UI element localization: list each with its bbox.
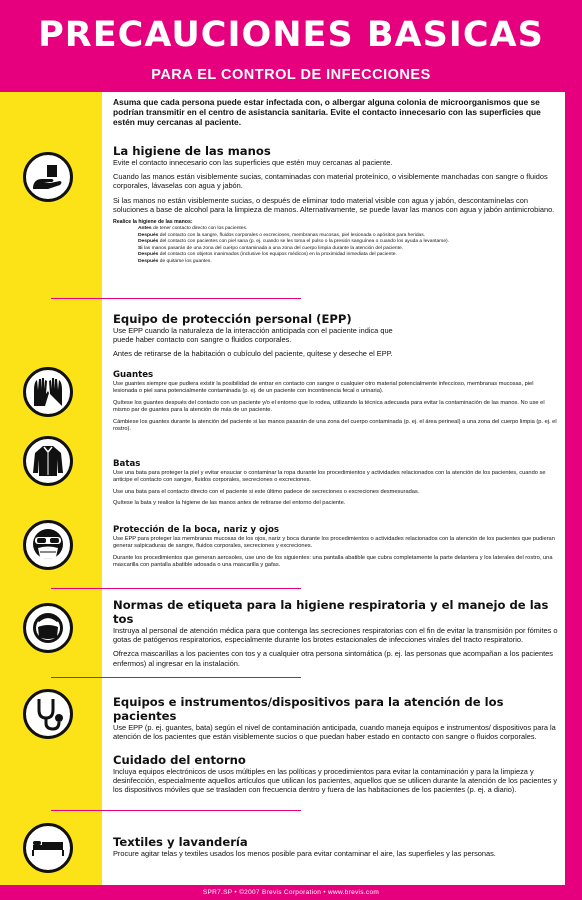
gown-icon: [23, 436, 73, 486]
face-mask-icon: [23, 603, 73, 653]
gloves-title: Guantes: [113, 370, 154, 380]
list-item: Después de quitarse los guantes.: [138, 258, 212, 264]
textiles-title: Textiles y lavandería: [113, 835, 248, 849]
hand-washing-icon: [23, 152, 73, 202]
list-item: Después del contacto con pacientes con piel sana (p. ej. cuando se les toma el pulso o la presión sanguínea o cuando los ayuda a levantarse).: [138, 239, 450, 245]
list-item: Después del contacto con objetos inanimados (inclusive los equipos médicos) en la proximidad inmediata del paciente.: [138, 252, 397, 258]
gowns-title: Batas: [113, 459, 141, 469]
ppe-title: Equipo de protección personal (EPP): [113, 312, 352, 326]
gloves-icon: [23, 367, 73, 417]
equipment-title: Equipos e instrumentos/dispositivos para la atención de los pacientes: [113, 695, 504, 723]
gloves-p3: Cámbiese los guantes durante la atención del paciente si las manos pasarán de una zona del cuerpo contaminada (p. ej. el área perineal) a una zona del cuerpo limpia (p. ej. el rostro).: [113, 418, 557, 433]
section-divider: [51, 298, 301, 299]
list-item: Si las manos pasarán de una zona del cuerpo contaminada a una zona del cuerpo limpia durante la atención del paciente.: [138, 245, 404, 251]
gowns-section: [113, 459, 559, 512]
gloves-section: [113, 370, 559, 437]
textiles-p1: Procure agitar telas y textiles usados los menos posible para evitar contaminar el aire, las superfieles y las personas.: [113, 849, 496, 858]
respiratory-p1: Instruya al personal de atención médica para que contenga las secreciones respiratorias con el fin de evitar la transmisión por fómites o gotas de patógenos respiratorios, especialmente durante los brotes estacionales de infecciones virales del tracto respiratorio.: [113, 626, 558, 645]
stethoscope-icon: [23, 689, 73, 739]
equipment-section: [113, 695, 559, 746]
equipment-p1: Use EPP (p. ej. guantes, bata) según el nivel de contaminación anticipada, cuando maneja equipos e instrumentos/ dispositivos para la atención de los pacientes que están visiblemente sucios o que puedan haber estado en contacto con sangre o fluidos corporales.: [113, 723, 556, 742]
gloves-p1: Use guantes siempre que pudiera existir la posibilidad de entrar en contacto con sangre o cualquier otro material potencialmente infeccioso, membranas mucosas, piel lesionada o piel sana potencialmente contaminada (p. ej. de un paciente con incontinencia fecal o urinaria).: [113, 381, 534, 395]
face-protection-title: Protección de la boca, nariz y ojos: [113, 525, 279, 535]
hand-hygiene-p1: Evite el contacto innecesario con las superficies que estén muy cercanas al paciente.: [113, 158, 393, 167]
footer: SPR7.SP • ©2007 Brevis Corporation • www.brevis.com: [202, 889, 380, 896]
hand-hygiene-title: La higiene de las manos: [113, 144, 271, 158]
environment-section: [113, 753, 559, 800]
section-divider: [51, 677, 301, 678]
hand-hygiene-list-heading: Realice la higiene de las manos:: [113, 219, 193, 226]
bed-linens-icon: [23, 823, 73, 873]
icon-column: [0, 92, 102, 885]
intro-section: [113, 97, 559, 128]
ppe-p2: Antes de retirarse de la habitación o cubículo del paciente, quítese y deseche el EPP.: [113, 349, 393, 359]
face-protection-section: [113, 525, 559, 574]
face-protection-p1: Use EPP para proteger las membranas mucosas de los ojos, nariz y boca durante los procedimientos o actividades relacionados con la atención de los pacientes que pudieran generar salpicaduras de sangre, fluidos corporales, secreciones y excreciones.: [113, 536, 555, 550]
right-border: [565, 92, 582, 885]
hand-hygiene-list: [113, 226, 559, 266]
face-protection-p2: Durante los procedimientos que generan aerosoles, use uno de los siguientes: una pantalla abatible que cubra completamente la parte delantera y los laterales del rostro, una mascarilla con pantalla abatible adosada o una mascarilla y gafas.: [113, 554, 553, 569]
section-divider: [51, 588, 301, 589]
respiratory-title: Normas de etiqueta para la higiene respiratoria y el manejo de las tos: [113, 598, 549, 626]
hand-hygiene-p2: Cuando las manos están visiblemente sucias, contaminadas con material proteínico, o visiblemente manchadas con sangre o fluidos corporales, lávaselas con agua y jabón.: [113, 172, 548, 191]
respiratory-section: [113, 598, 559, 673]
list-item: Después del contacto con la sangre, fluidos corporales o excreciones, membranas mucosas, piel lesionada o apósitos para heridas.: [138, 232, 426, 238]
ppe-section: [113, 312, 559, 364]
respiratory-p2: Ofrezca mascarillas a los pacientes con tos y a cualquier otra persona sintomática (p. ej. las personas que acompañan a los pacientes enfermos) al ingresar en la instalación.: [113, 649, 553, 668]
gowns-p1: Use una bata para proteger la piel y evitar ensuciar o contaminar la ropa durante los procedimientos y actividades relacionados con la atención de los pacientes, cuando se anticipe el contacto con sangre, fluidos corporales, secreciones o excreciones.: [113, 470, 546, 484]
hand-hygiene-section: [113, 144, 559, 266]
environment-p1: Incluya equipos electrónicos de usos múltiples en las políticas y procedimientos para evitar la contaminación y para la limpieza y desinfección, especialmente aquellos artículos que utilican los pacientes, aquellos que se utilicen durante la atención de los pacientes y los dispositivos móviles que se trasladen con frecuencia dentro y fuera de las habitaciones de los pacientes (p. ej. a diario).: [113, 767, 558, 795]
ppe-p1: Use EPP cuando la naturaleza de la interacción anticipada con el paciente indica que puede haber contacto con sangre o fluidos corporales.: [113, 326, 393, 345]
section-divider: [51, 810, 301, 811]
gowns-p3: Quítese la bata y realice la higiene de las manos antes de retirarse del entorno del paciente.: [113, 500, 346, 507]
gowns-p2: Use una bata para el contacto directo con el paciente si este último padece de secreciones o excreciones desmesuradas.: [113, 488, 420, 495]
gloves-p2: Quítese los guantes después del contacto con un paciente y/o el entorno que lo rodea, utilizando la técnica adecuada para evitar la contaminación de las manos. No use el mismo par de guantes para la atención de más de un paciente.: [113, 399, 545, 414]
intro-text: Asuma que cada persona puede estar infectada con, o albergar alguna colonia de microorganismos que se podrían transmitir en el centro de asistancia sanitaria. Evite el contacto innecesario con las superficies que estén muy cercanas al paciente.: [113, 97, 541, 128]
hand-hygiene-p3: Si las manos no están visiblemente sucias, o después de eliminar todo material visible con agua y jabón, descontamínelas con soluciones a base de alcohol para la limpieza de manos. Alternativamente, se puede lavar las manos con agua y jabón antimicrobiano.: [113, 195, 555, 214]
environment-title: Cuidado del entorno: [113, 753, 246, 767]
page-subtitle: PARA EL CONTROL DE INFECCIONES: [151, 67, 431, 83]
list-item: Antes de tener contacto directo con los pacientes.: [138, 226, 248, 232]
page-title: PRECAUCIONES BASICAS: [38, 15, 544, 55]
mask-goggles-icon: [23, 520, 73, 570]
textiles-section: [113, 835, 559, 863]
